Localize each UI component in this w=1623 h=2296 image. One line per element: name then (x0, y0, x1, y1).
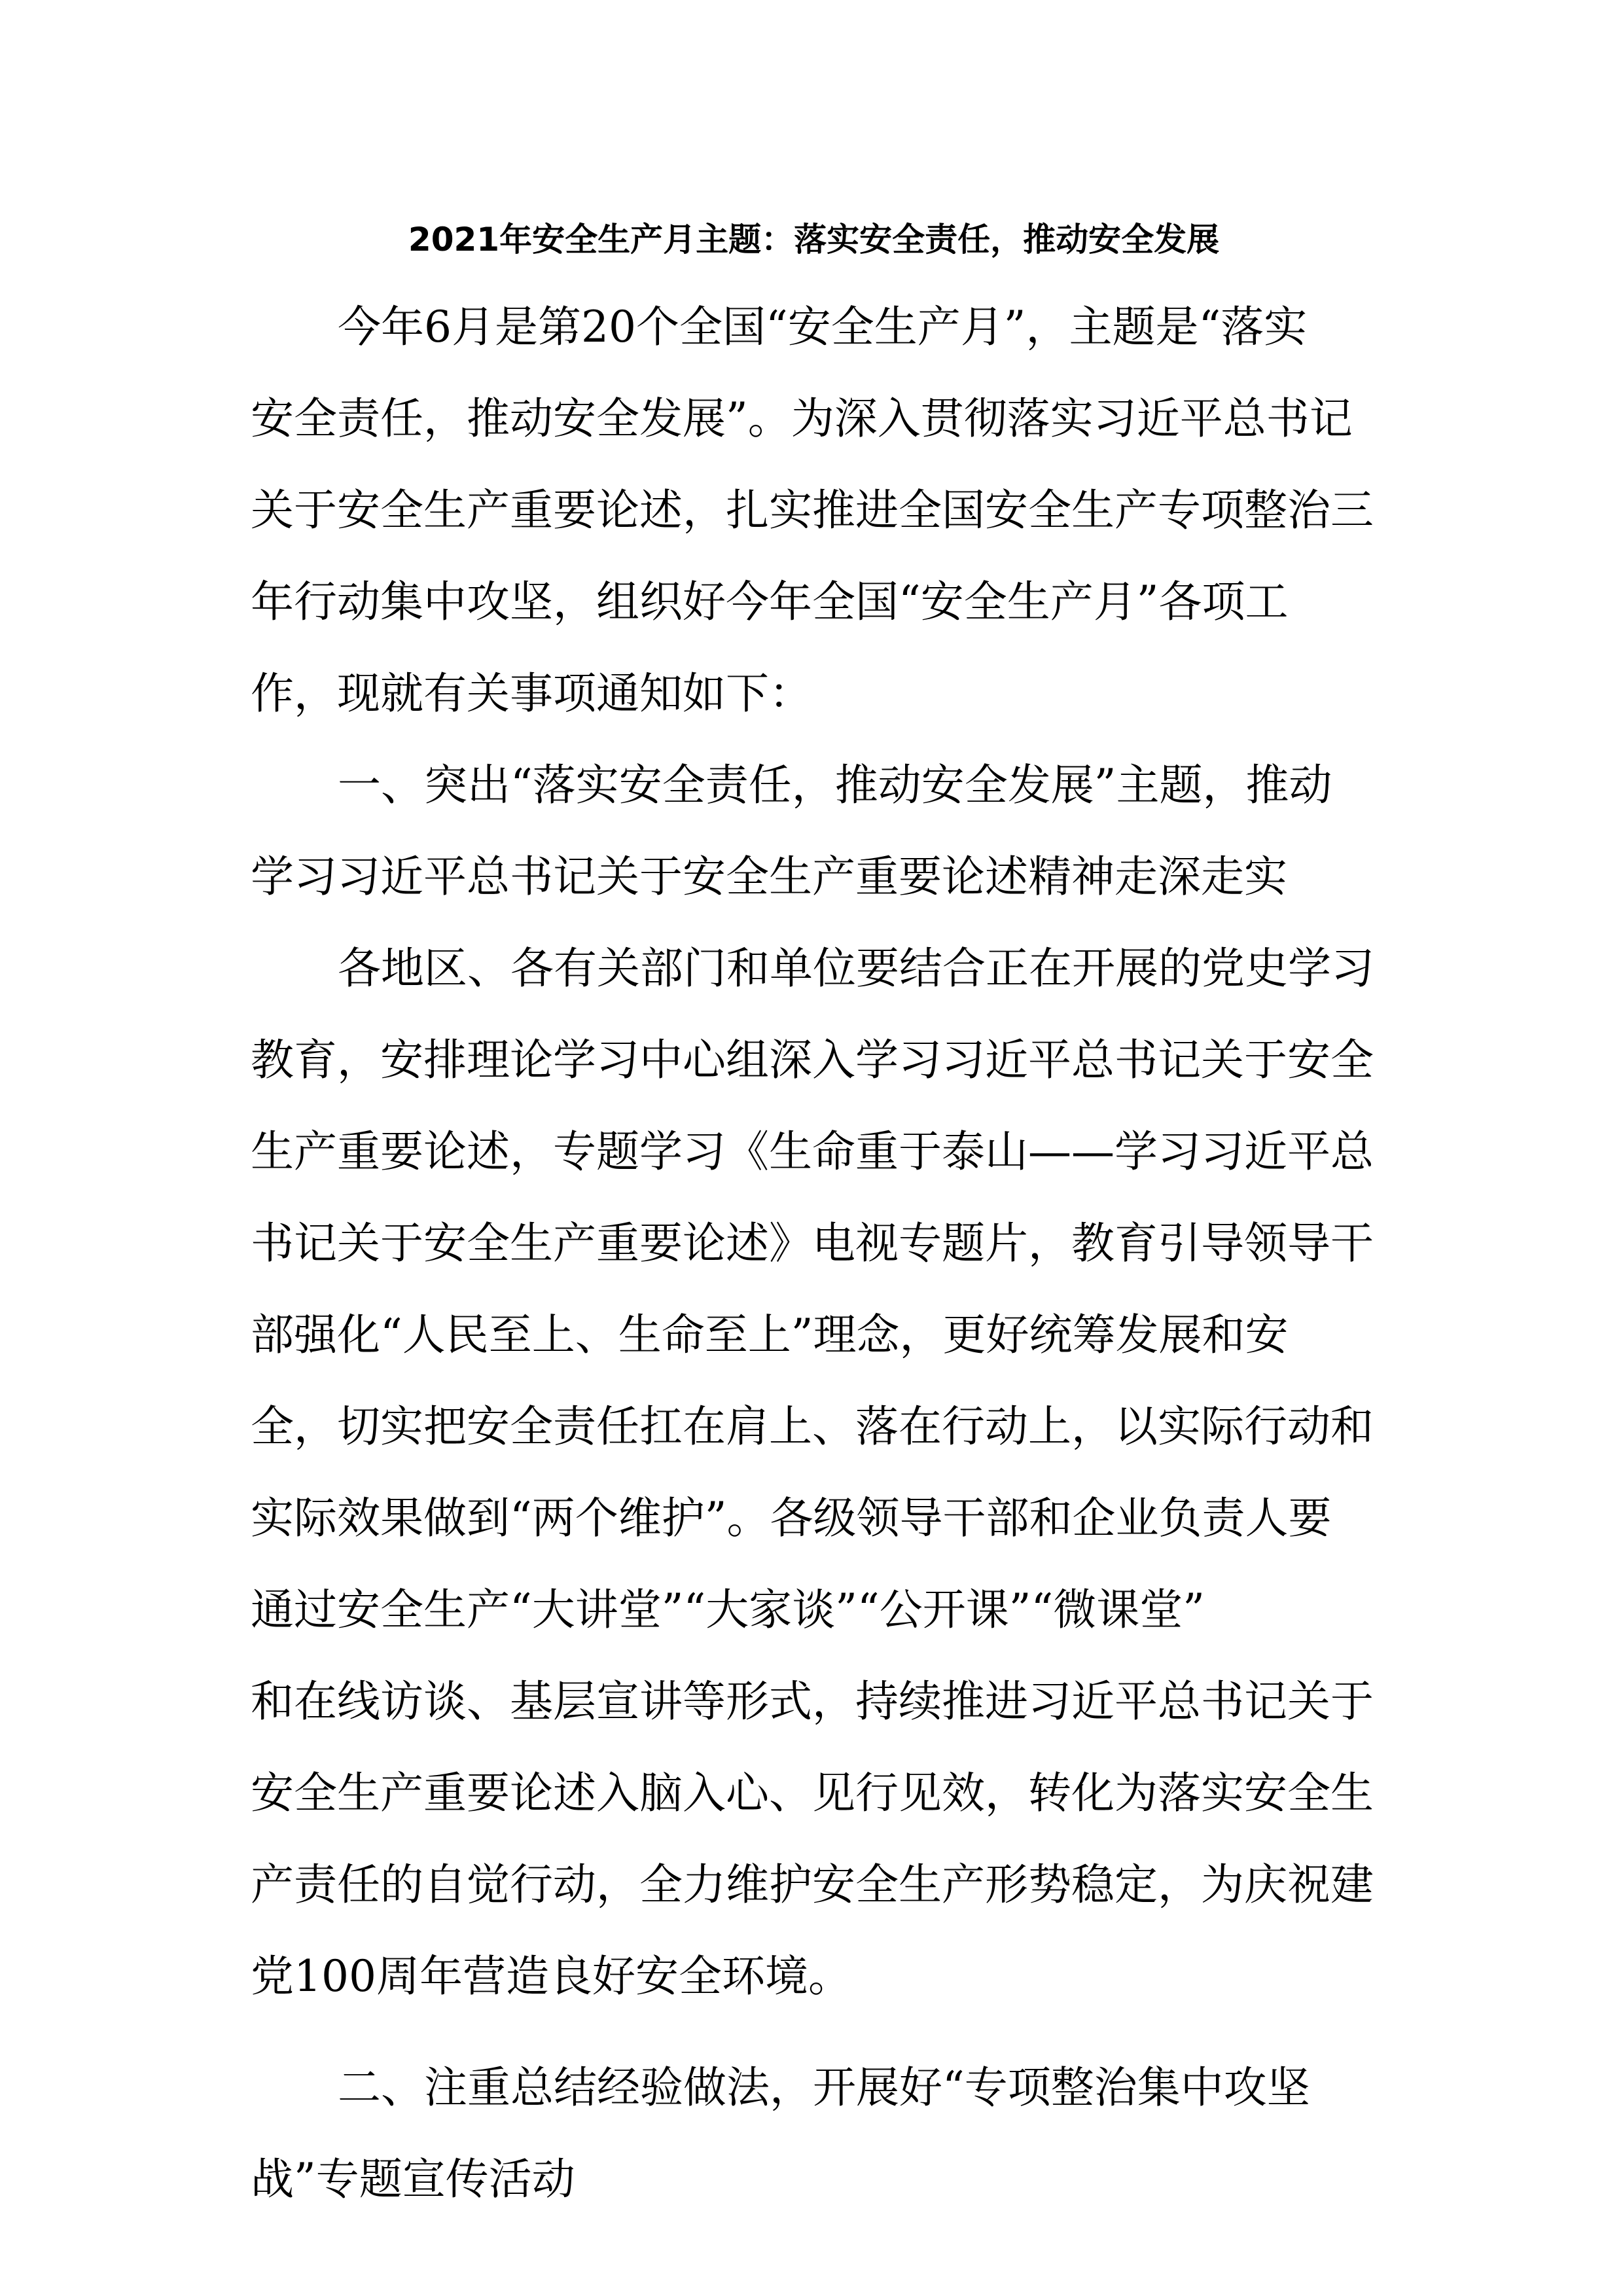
body-line: 实际效果做到“两个维护”。各级领导干部和企业负责人要 (251, 1493, 1332, 1543)
body-line: 各地区、各有关部门和单位要结合正在开展的党史学习 (338, 943, 1374, 994)
body-line: 部强化“人民至上、生命至上”理念，更好统筹发展和安 (251, 1310, 1289, 1360)
section-heading-line: 战”专题宣传活动 (251, 2154, 575, 2204)
body-line: 党100周年营造良好安全环境。 (251, 1951, 851, 2001)
body-line: 安全生产重要论述入脑入心、见行见效，转化为落实安全生 (251, 1768, 1374, 1818)
body-line: 书记关于安全生产重要论述》电视专题片，教育引导领导干 (251, 1218, 1374, 1268)
body-line: 作，现就有关事项通知如下： (251, 668, 812, 719)
section-heading-line: 学习习近平总书记关于安全生产重要论述精神走深走实 (251, 852, 1287, 902)
section-heading-line: 一、突出“落实安全责任，推动安全发展”主题，推动 (338, 760, 1332, 810)
body-line: 关于安全生产重要论述，扎实推进全国安全生产专项整治三 (251, 485, 1374, 535)
body-line: 产责任的自觉行动，全力维护安全生产形势稳定，为庆祝建 (251, 1859, 1374, 1910)
section-heading-line: 二、注重总结经验做法，开展好“专项整治集中攻坚 (338, 2062, 1310, 2113)
body-line: 通过安全生产“大讲堂”“大家谈”“公开课”“微课堂” (251, 1585, 1205, 1635)
body-line: 安全责任，推动安全发展”。为深入贯彻落实习近平总书记 (251, 393, 1353, 444)
body-line: 生产重要论述，专题学习《生命重于泰山——学习习近平总 (251, 1126, 1374, 1177)
document-title: 2021年安全生产月主题：落实安全责任，推动安全发展 (408, 221, 1220, 259)
body-line: 全，切实把安全责任扛在肩上、落在行动上，以实际行动和 (251, 1401, 1374, 1452)
body-line: 年行动集中攻坚，组织好今年全国“安全生产月”各项工 (251, 577, 1289, 627)
body-line: 今年6月是第20个全国“安全生产月”，主题是“落实 (338, 302, 1308, 352)
body-line: 和在线访谈、基层宣讲等形式，持续推进习近平总书记关于 (251, 1676, 1374, 1727)
body-line: 教育，安排理论学习中心组深入学习习近平总书记关于安全 (251, 1035, 1374, 1085)
